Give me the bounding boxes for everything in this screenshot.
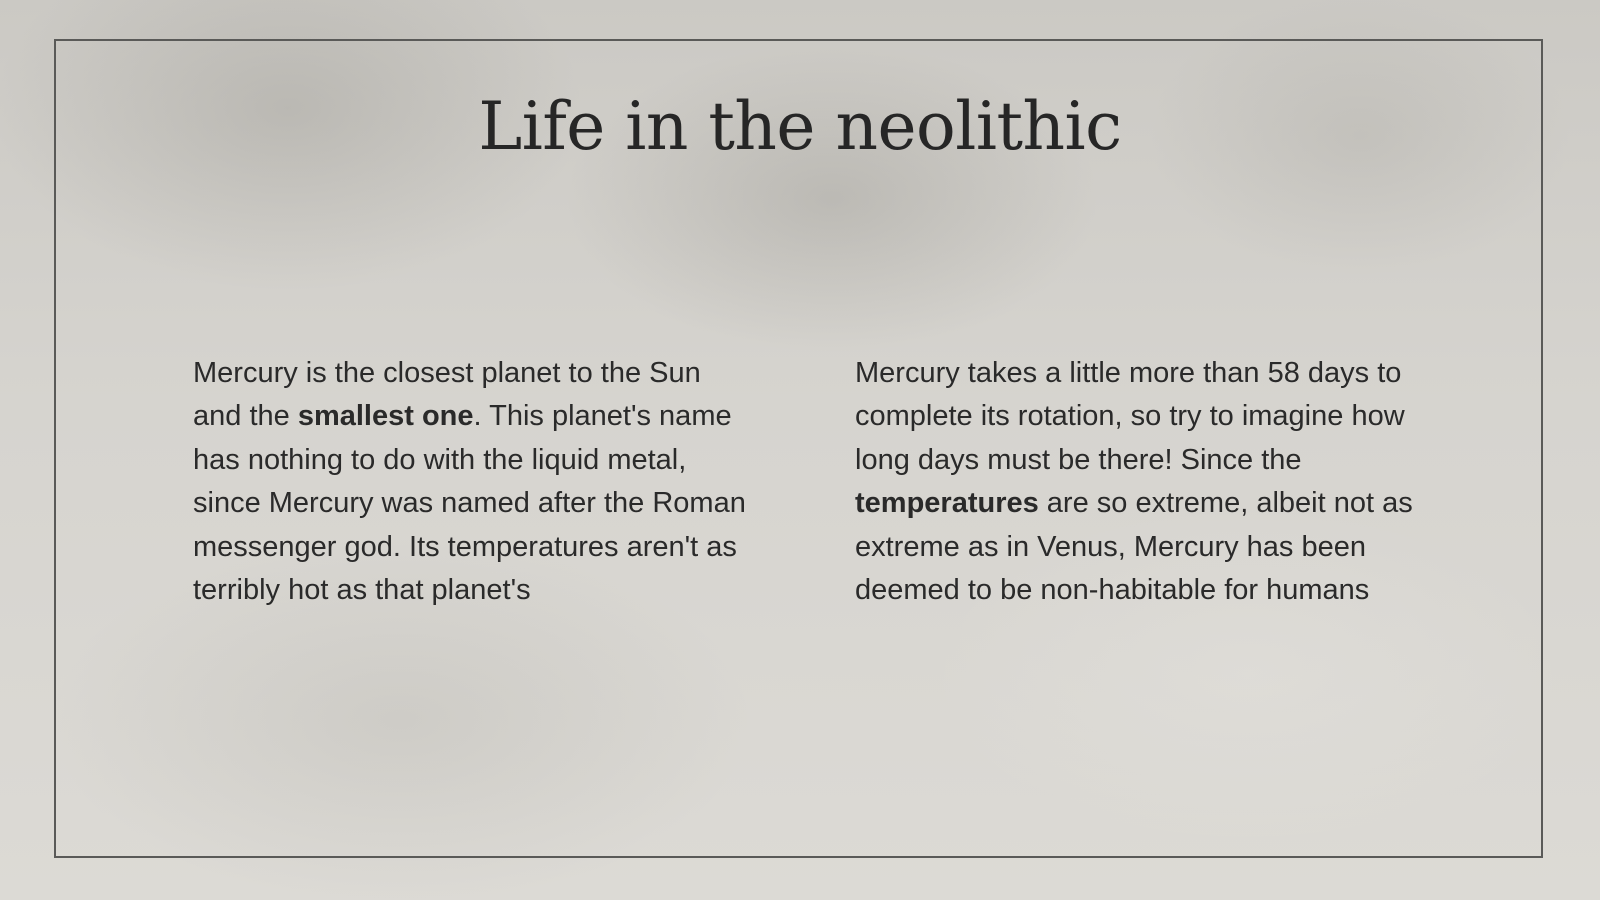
- right-text-part2: are so extreme, albeit not as extreme as in Venus, Mercury has been deemed to be non-habitable for humans: [855, 487, 1413, 607]
- right-text-part1: Mercury takes a little more than 58 days to complete its rotation, so try to imagine how long days must be there! Since the: [855, 357, 1405, 476]
- slide-title: Life in the neolithic: [478, 88, 1122, 165]
- right-text-bold: temperatures: [855, 487, 1039, 520]
- left-text-column: [193, 352, 753, 612]
- left-text-part1: Mercury is the closest planet to the Sun and the: [193, 357, 701, 433]
- left-text-bold: smallest one: [297, 400, 474, 433]
- right-text-column: [855, 352, 1425, 612]
- left-text-part2: . This planet's name has nothing to do with the liquid metal, since Mercury was named after the Roman messenger god. Its temperatures aren't as terribly hot as that planet's: [193, 400, 746, 607]
